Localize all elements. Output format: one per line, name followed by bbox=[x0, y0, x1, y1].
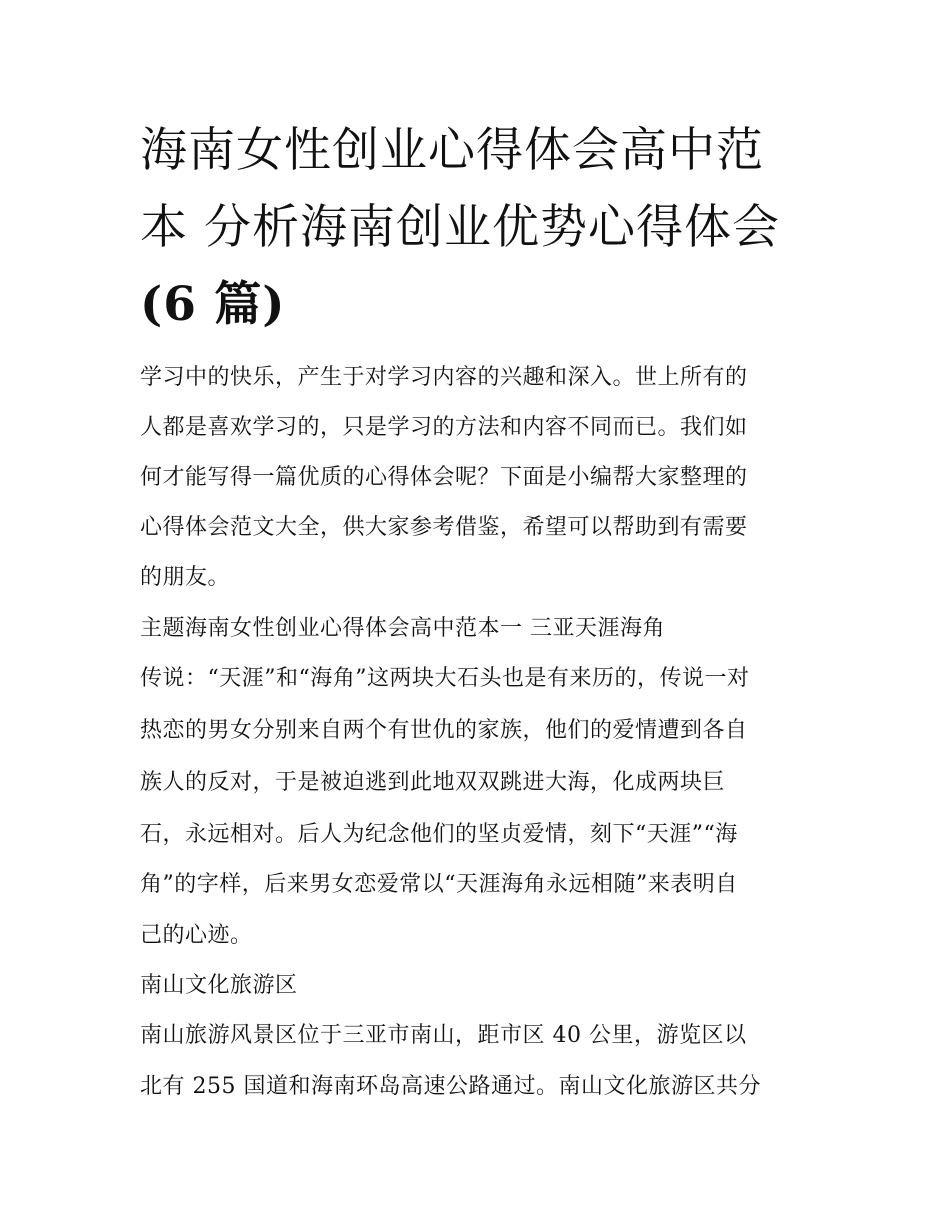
paragraph-intro-line-5: 的朋友。 bbox=[140, 565, 231, 590]
section-heading-nanshan: 南山文化旅游区 bbox=[140, 973, 298, 998]
title-line-2: 本 分析海南创业优势心得体会 bbox=[140, 200, 780, 255]
paragraph-legend-line-6: 己的心迹。 bbox=[140, 923, 253, 948]
paragraph-legend-line-1: 传说：“天涯”和“海角”这两块大石头也是有来历的，传说一对 bbox=[140, 666, 750, 691]
paragraph-nanshan-line-2: 北有 255 国道和海南环岛高速公路通过。南山文化旅游区共分 bbox=[140, 1074, 761, 1099]
document-title bbox=[140, 112, 812, 343]
paragraph-legend-line-5: 角”的字样，后来男女恋爱常以“天涯海角永远相随”来表明自 bbox=[140, 872, 738, 897]
paragraph-legend-line-2: 热恋的男女分别来自两个有世仇的家族，他们的爱情遭到各自 bbox=[140, 718, 748, 743]
paragraph-legend-line-4: 石，永远相对。后人为纪念他们的坚贞爱情，刻下“天涯”“海 bbox=[140, 822, 738, 847]
section-heading-sanya: 主题海南女性创业心得体会高中范本一 三亚天涯海角 bbox=[140, 616, 665, 641]
paragraph-intro-line-3: 何才能写得一篇优质的心得体会呢？下面是小编帮大家整理的 bbox=[140, 465, 748, 490]
paragraph-nanshan-line-1: 南山旅游风景区位于三亚市南山，距市区 40 公里，游览区以 bbox=[140, 1023, 747, 1048]
paragraph-intro-line-1: 学习中的快乐，产生于对学习内容的兴趣和深入。世上所有的 bbox=[140, 365, 748, 390]
title-line-1: 海南女性创业心得体会高中范 bbox=[140, 123, 764, 178]
paragraph-legend-line-3: 族人的反对，于是被迫逃到此地双双跳进大海，化成两块巨 bbox=[140, 770, 726, 795]
paragraph-intro-line-2: 人都是喜欢学习的，只是学习的方法和内容不同而已。我们如 bbox=[140, 415, 748, 440]
paragraph-intro-line-4: 心得体会范文大全，供大家参考借鉴，希望可以帮助到有需要 bbox=[140, 515, 748, 540]
title-line-3: (6 篇) bbox=[140, 277, 286, 332]
document-page bbox=[140, 0, 812, 1229]
